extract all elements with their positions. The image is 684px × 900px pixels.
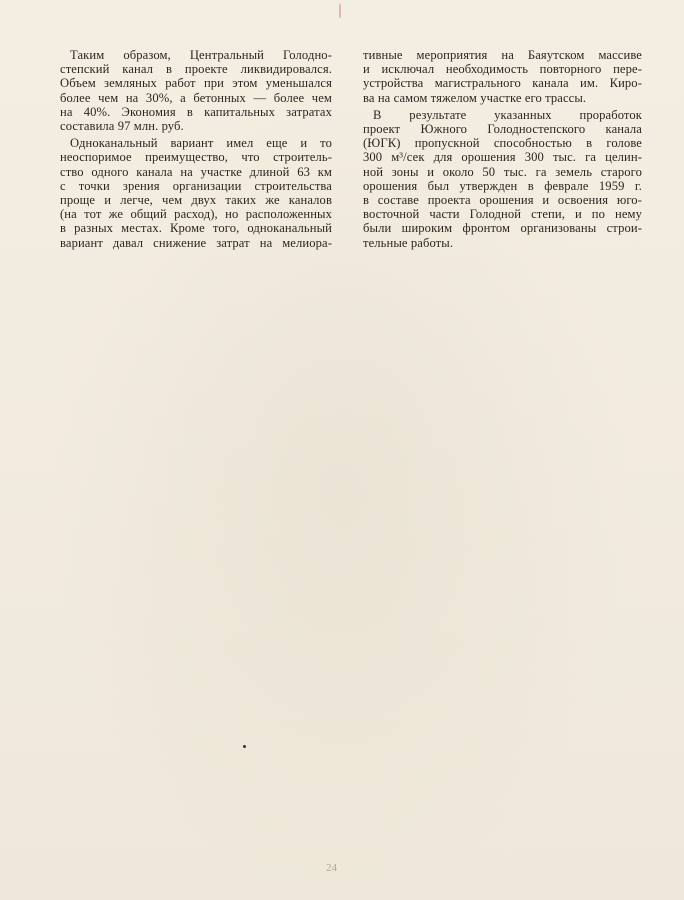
- text-line: 300 м³/сек для орошения 300 тыс. га целин-: [363, 150, 642, 165]
- text-line: и исключал необходимость повторного пере-: [363, 62, 642, 77]
- text-line: тельные работы.: [363, 235, 454, 250]
- text-line: неоспоримое преимущество, что строитель-: [60, 150, 332, 165]
- text-line: на 40%. Экономия в капитальных затратах: [60, 104, 332, 119]
- text-line: ной зоны и около 50 тыс. га земель старого: [363, 164, 642, 179]
- text-line: в разных местах. Кроме того, одноканальный: [60, 221, 332, 236]
- text-line: Таким образом, Центральный Голодно-: [70, 48, 332, 62]
- paragraph: [363, 108, 642, 250]
- paragraph: [60, 48, 332, 133]
- text-line: в составе проекта орошения и освоения юго-: [363, 193, 642, 208]
- text-line: орошения был утвержден в феврале 1959 г.: [363, 178, 642, 193]
- margin-mark: [339, 4, 341, 18]
- text-line: ство одного канала на участке длиной 63 км: [60, 164, 332, 179]
- text-line: ва на самом тяжелом участке его трассы.: [363, 90, 587, 105]
- text-line: степский канал в проекте ликвидировался.: [60, 62, 332, 77]
- text-line: Одноканальный вариант имел еще и то: [70, 136, 332, 151]
- text-line: Объем земляных работ при этом уменьшался: [60, 76, 332, 91]
- text-line: тивные мероприятия на Баяутском массиве: [363, 48, 642, 62]
- text-line: составила 97 млн. руб.: [60, 119, 184, 134]
- text-line: были широким фронтом организованы строи-: [363, 221, 642, 236]
- text-line: проще и легче, чем двух таких же каналов: [60, 193, 332, 208]
- right-column: [363, 48, 642, 250]
- ink-speck: [243, 745, 246, 748]
- text-line: В результате указанных проработок: [373, 107, 642, 122]
- text-line: с точки зрения организации строительства: [60, 178, 332, 193]
- text-line: восточной части Голодной степи, и по нему: [363, 207, 642, 222]
- text-line: проект Южного Голодностепского канала: [363, 122, 642, 137]
- text-line: (ЮГК) пропускной способностью в голове: [363, 136, 642, 151]
- text-line: устройства магистрального канала им. Киро-: [363, 76, 642, 91]
- left-column: [60, 48, 332, 250]
- text-line: (на тот же общий расход), но расположенных: [60, 207, 332, 222]
- page-number: 24: [326, 862, 337, 874]
- text-line: вариант давал снижение затрат на мелиора-: [60, 235, 332, 250]
- paragraph: [363, 48, 642, 105]
- paragraph: [60, 136, 332, 250]
- text-line: более чем на 30%, а бетонных — более чем: [60, 90, 332, 105]
